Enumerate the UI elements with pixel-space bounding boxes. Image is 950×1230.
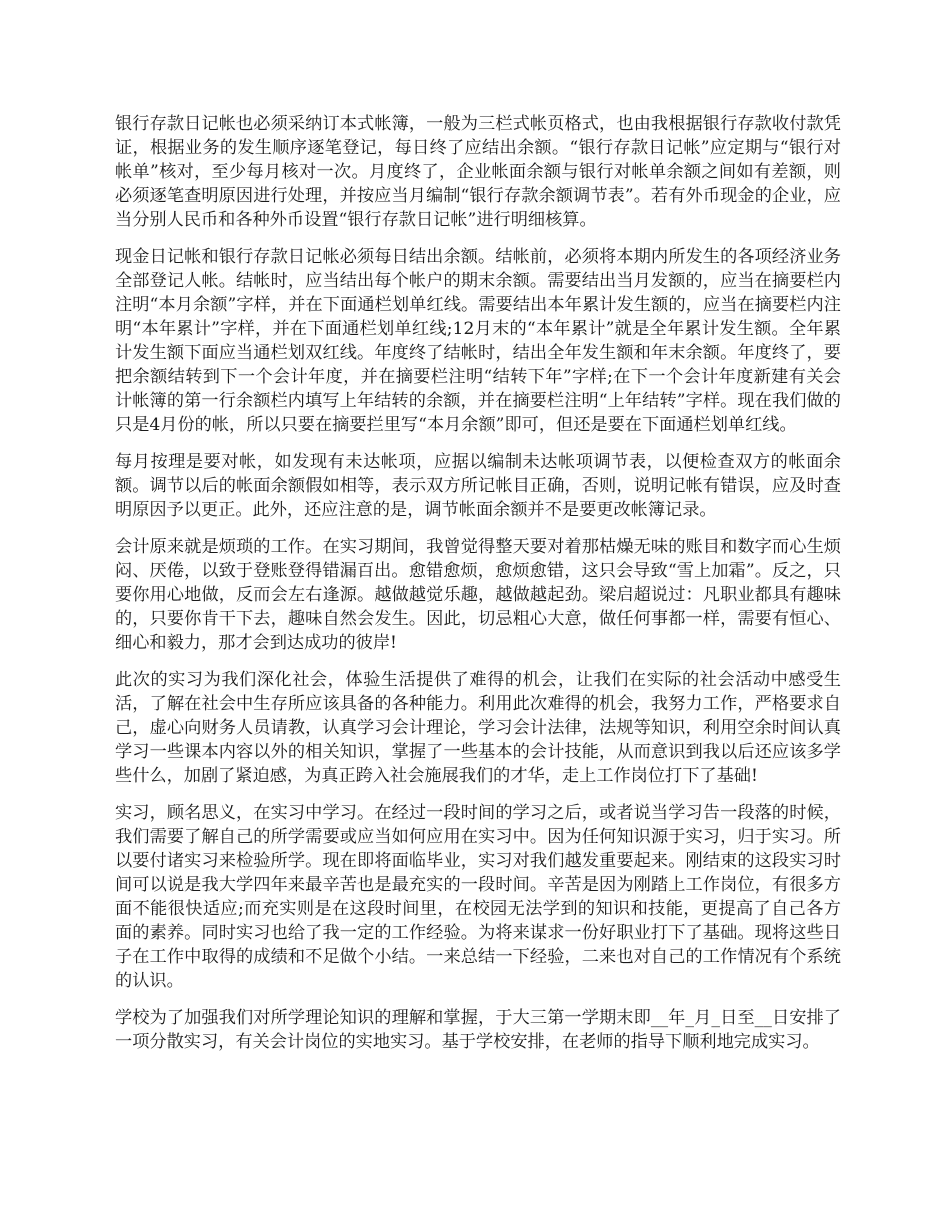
paragraph-daily-closing: 现金日记帐和银行存款日记帐必须每日结出余额。结帐前，必须将本期内所发生的各项经济业务全部登记人帐。结帐时，应当结出每个帐户的期末余额。需要结出当月发额的，应当在摘要栏内注明“本月余额”字样，并在下面通栏划单红线。需要结出本年累计发生额的，应当在摘要栏内注明“本年累计”字样，并在下面通栏划单红线;12月末的“本年累计”就是全年累计发生额。全年累计发生额下面应当通栏划双红线。年度终了结帐时，结出全年发生额和年末余额。年度终了，要把余额结转到下一个会计年度，并在摘要栏注明“结转下年”字样;在下一个会计年度新建有关会计帐簿的第一行余额栏内填写上年结转的余额，并在摘要栏注明“上年结转”字样。现在我们做的只是4月份的帐，所以只要在摘要拦里写“本月余额”即可，但还是要在下面通栏划单红线。 (115, 247, 841, 435)
paragraph-internship-opportunity: 此次的实习为我们深化社会，体验生活提供了难得的机会，让我们在实际的社会活动中感受生活，了解在社会中生存所应该具备的各种能力。利用此次难得的机会，我努力工作，严格要求自己，虚心向财务人员请教，认真学习会计理论，学习会计法律，法规等知识，利用空余时间认真学习一些课本内容以外的相关知识，掌握了一些基本的会计技能，从而意识到我以后还应该多学些什么，加剧了紧迫感，为真正跨入社会施展我们的才华，走上工作岗位打下了基础! (115, 670, 841, 786)
paragraph-bank-deposit-journal: 银行存款日记帐也必须采纳订本式帐簿，一般为三栏式帐页格式，也由我根据银行存款收付款凭证，根据业务的发生顺序逐笔登记，每日终了应结出余额。“银行存款日记帐”应定期与“银行对帐单”核对，至少每月核对一次。月度终了，企业帐面余额与银行对帐单余额之间如有差额，则必须逐笔查明原因进行处理，并按应当月编制“银行存款余额调节表”。若有外币现金的企业，应当分别人民币和各种外币设置“银行存款日记帐”进行明细核算。 (115, 114, 841, 230)
document-page (115, 112, 841, 1067)
paragraph-school-arrangement: 学校为了加强我们对所学理论知识的理解和掌握，于大三第一学期末即__年_月_日至__日安排了一项分散实习，有关会计岗位的实地实习。基于学校安排，在老师的指导下顺利地完成实习。 (115, 1008, 841, 1052)
paragraph-internship-meaning: 实习，顾名思义，在实习中学习。在经过一段时间的学习之后，或者说当学习告一段落的时候，我们需要了解自己的所学需要或应当如何应用在实习中。因为任何知识源于实习，归于实习。所以要付诸实习来检验所学。现在即将面临毕业，实习对我们越发重要起来。刚结束的这段实习时间可以说是我大学四年来最辛苦也是最充实的一段时间。辛苦是因为刚踏上工作岗位，有很多方面不能很快适应;而充实则是在这段时间里，在校园无法学到的知识和技能，更提高了自己各方面的素养。同时实习也给了我一定的工作经验。为将来谋求一份好职业打下了基础。现将这些日子在工作中取得的成绩和不足做个小结。一来总结一下经验，二来也对自己的工作情况有个系统的认识。 (115, 803, 841, 991)
paragraph-monthly-reconciliation: 每月按理是要对帐，如发现有未达帐项，应据以编制未达帐项调节表，以便检查双方的帐面余额。调节以后的帐面余额假如相等，表示双方所记帐目正确，否则，说明记帐有错误，应及时查明原因予以更正。此外，还应注意的是，调节帐面余额并不是要更改帐簿记录。 (115, 452, 841, 520)
paragraph-accounting-attitude: 会计原来就是烦琐的工作。在实习期间，我曾觉得整天要对着那枯燥无味的账目和数字而心生烦闷、厌倦，以致于登账登得错漏百出。愈错愈烦，愈烦愈错，这只会导致“雪上加霜”。反之，只要你用心地做，反而会左右逢源。越做越觉乐趣，越做越起劲。梁启超说过：凡职业都具有趣味的，只要你肯干下去，趣味自然会发生。因此，切忌粗心大意，做任何事都一样，需要有恒心、细心和毅力，那才会到达成功的彼岸! (115, 537, 841, 653)
